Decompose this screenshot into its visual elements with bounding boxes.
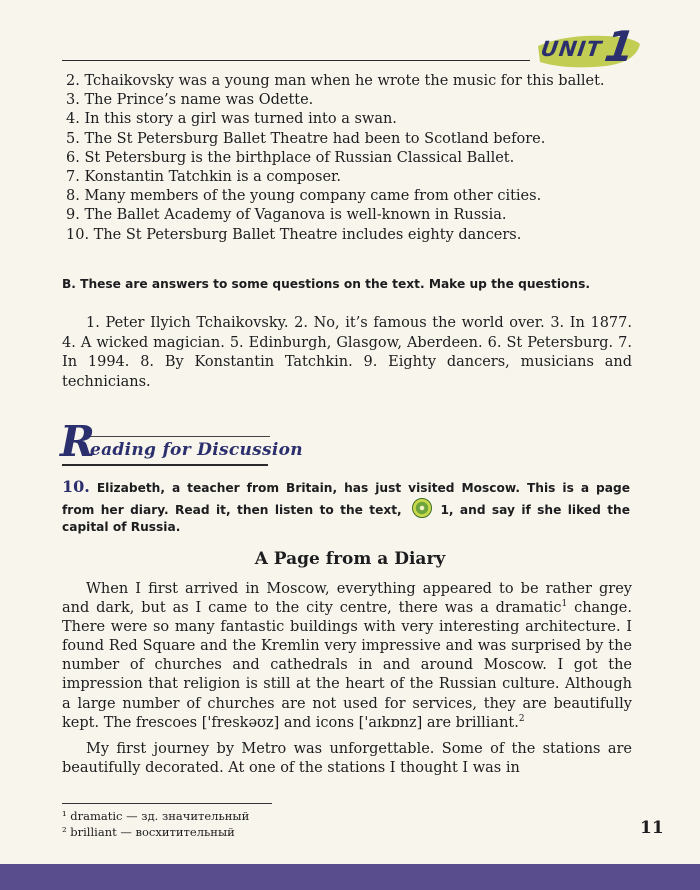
statement-item: 5. The St Petersburg Ballet Theatre had been to Scotland before. bbox=[66, 130, 546, 147]
statement-item: 4. In this story a girl was turned into a swan. bbox=[66, 111, 397, 128]
footnotes bbox=[62, 808, 249, 840]
footnote-2: ² brilliant — восхитительный bbox=[62, 825, 235, 839]
header-rule bbox=[62, 60, 530, 61]
footnote-ref-1[interactable]: 1 bbox=[561, 599, 568, 610]
article-paragraph-2: My first journey by Metro was unforgettable. Some of the stations are beautifully decorated. At one of the stations I thought I was in bbox=[62, 741, 632, 777]
unit-label: UNIT bbox=[539, 37, 604, 61]
statement-item: 6. St Petersburg is the birthplace of Russian Classical Ballet. bbox=[66, 149, 515, 166]
section-heading-text: eading for Discussion bbox=[90, 440, 303, 460]
article-paragraph-1 bbox=[62, 580, 632, 733]
audio-cd-icon[interactable] bbox=[412, 498, 432, 518]
statement-item: 10. The St Petersburg Ballet Theatre includes eighty dancers. bbox=[66, 226, 522, 243]
exercise-text-before: Elizabeth, a teacher from Britain, has just visited Moscow. This is a page from her diary. Read it, then listen to the text, bbox=[62, 481, 630, 517]
exercise-text-after: 1, and say if she liked the capital of Russia. bbox=[62, 502, 631, 534]
task-b-answers: 1. Peter Ilyich Tchaikovsky. 2. No, it’s famous the world over. 3. In 1877. 4. A wicked magician. 5. Edinburgh, Glasgow, Aberdeen. 6. St Petersburg. 7. In 1994. 8. By Konstantin Tatchkin. 9. Eighty dancers, musicians and technicians. bbox=[62, 315, 632, 390]
section-rule-bottom bbox=[62, 464, 268, 466]
article-title: A Page from a Diary bbox=[254, 549, 446, 569]
statement-item: 7. Konstantin Tatchkin is a composer. bbox=[66, 169, 341, 186]
page-number: 11 bbox=[640, 818, 664, 838]
exercise-number: 10. bbox=[62, 477, 90, 496]
statement-item: 8. Many members of the young company came from other cities. bbox=[66, 188, 542, 205]
paragraph-1-part-b: change. There were so many fantastic buildings with very interesting architecture. I found Red Square and the Kremlin very impressive and was surprised by the number of churches and cathedrals in and around Moscow. I got the impression that religion is still at the heart of the Russian culture. Although a large number of churches are not used for services, they are beautifully kept. The frescoes ['freskəʊz] and icons ['aɪkɒnz] are brilliant. bbox=[62, 600, 633, 731]
statement-item: 9. The Ballet Academy of Vaganova is well-known in Russia. bbox=[66, 207, 507, 224]
statement-item: 3. The Prince’s name was Odette. bbox=[66, 92, 314, 109]
statement-list bbox=[62, 72, 632, 245]
statement-item: 2. Tchaikovsky was a young man when he wrote the music for this ballet. bbox=[66, 73, 605, 89]
section-heading-cap: R bbox=[60, 417, 95, 466]
footnote-rule bbox=[62, 803, 272, 804]
task-b-instruction: B. These are answers to some questions on the text. Make up the questions. bbox=[62, 277, 590, 291]
bottom-color-bar bbox=[0, 864, 700, 890]
footnote-ref-2[interactable]: 2 bbox=[518, 713, 525, 724]
paragraph-1-part-a: When I first arrived in Moscow, everything appeared to be rather grey and dark, but as I came to the city centre, there was a dramatic bbox=[62, 581, 632, 617]
section-rule-top bbox=[84, 436, 270, 437]
unit-number: 1 bbox=[601, 22, 638, 71]
exercise-10-instruction bbox=[62, 478, 630, 537]
footnote-1: ¹ dramatic — зд. значительный bbox=[62, 809, 250, 823]
